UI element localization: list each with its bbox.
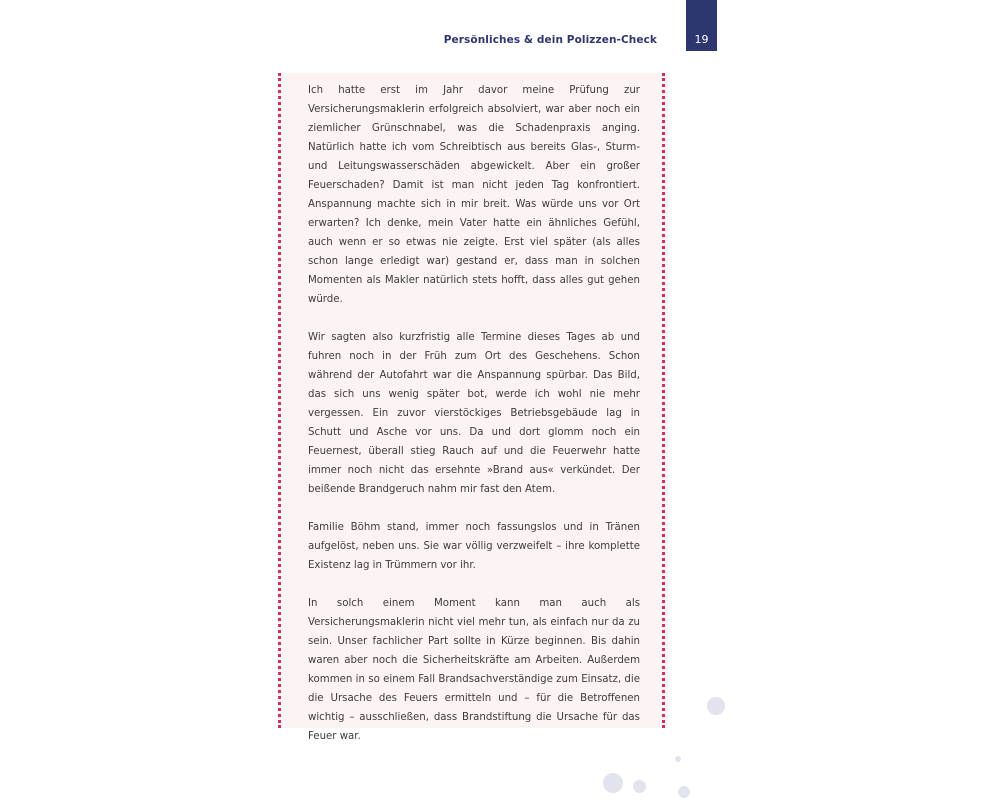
decorative-dot [678,786,690,798]
paragraph-3: Familie Böhm stand, immer noch fassungslos und in Tränen aufgelöst, neben uns. Sie war völlig verzweifelt – ihre komplette Existenz lag in Trümmern vor ihr. [308,522,640,571]
right-dotted-rule [662,73,665,728]
decorative-dot [603,773,623,793]
decorative-dot [675,756,681,762]
page-number: 19 [694,33,709,46]
paragraph-2: Wir sagten also kurzfristig alle Termine dieses Tages ab und fuhren noch in der Früh zum Ort des Geschehens. Schon während der Autofahrt war die Anspannung spürbar. Das Bild, das sich uns wenig später bot, werde ich wohl nie mehr vergessen. Ein zuvor vierstöckiges Betriebsgebäude lag in Schutt und Asche vor uns. Da und dort glomm noch ein Feuernest, überall stieg Rauch auf und die Feuerwehr hatte immer noch nicht das ersehnte »Brand aus« verkündet. Der beißende Brandgeruch nahm mir fast den Atem. [308,332,640,495]
left-dotted-rule [278,73,281,728]
paragraph-4: In solch einem Moment kann man auch als Versicherungsmaklerin nicht viel mehr tun, als einfach nur da zu sein. Unser fachlicher Part sollte in Kürze beginnen. Bis dahin waren aber noch die Sicherheitskräfte am Arbeiten. Außerdem kommen in so einem Fall Brandsachverständige zum Einsatz, die die Ursache des Feuers ermitteln und – für die Betroffenen wichtig – ausschließen, dass Brandstiftung die Ursache für das Feuer war. [308,598,640,742]
paragraph-1: Ich hatte erst im Jahr davor meine Prüfung zur Versicherungsmaklerin erfolgreich absolviert, war aber noch ein ziemlicher Grünschnabel, was die Schadenpraxis anging. Natürlich hatte ich vom Schreibtisch aus bereits Glas-, Sturm- und Leitungswasserschäden abgewickelt. Aber ein großer Feuerschaden? Damit ist man nicht jeden Tag konfrontiert. Anspannung machte sich in mir breit. Was würde uns vor Ort erwarten? Ich denke, mein Vater hatte ein ähnliches Gefühl, auch wenn er so etwas nie zeigte. Erst viel später (als alles schon lange erledigt war) gestand er, dass man in solchen Momenten als Makler natürlich stets hofft, dass alles gut gehen würde. [308,85,640,305]
text-box [278,73,668,742]
decorative-dot [633,780,646,793]
decorative-dot [707,697,725,715]
running-head-title: Persönliches & dein Polizzen-Check [443,34,657,46]
page-number-tab [686,0,717,51]
body-text [308,81,640,746]
